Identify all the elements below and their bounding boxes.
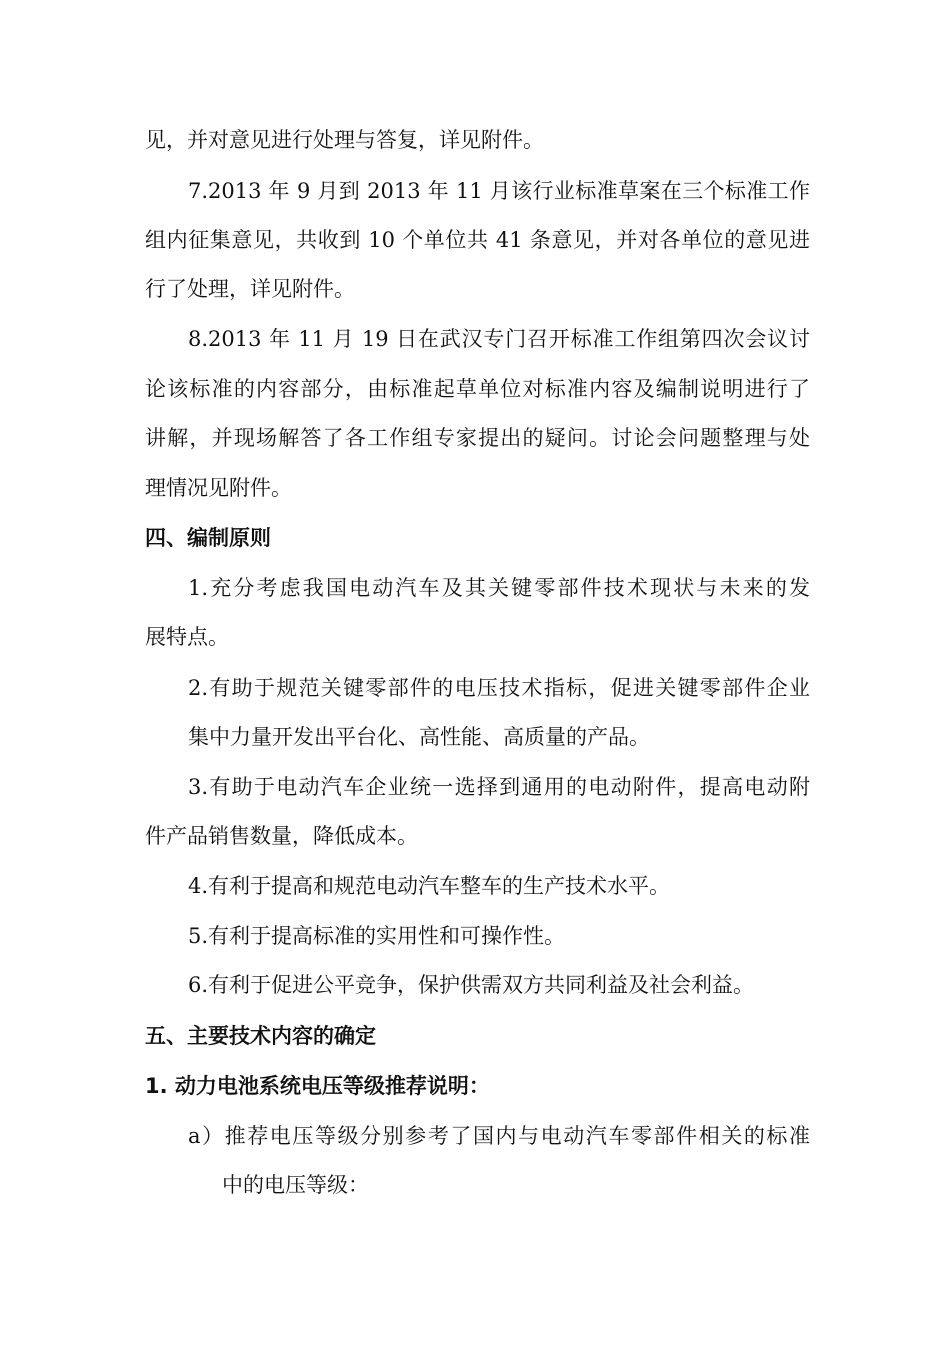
- paragraph-line: 行了处理，详见附件。: [145, 277, 355, 301]
- section-heading: 五、主要技术内容的确定: [145, 1024, 376, 1048]
- list-item-continuation: 集中力量开发出平台化、高性能、高质量的产品。: [188, 725, 650, 749]
- list-item-continuation: 件产品销售数量，降低成本。: [145, 824, 418, 848]
- paragraph-line: 组内征集意见，共收到 10 个单位共 41 条意见，并对各单位的意见进: [145, 228, 810, 252]
- paragraph-line: 8.2013 年 11 月 19 日在武汉专门召开标准工作组第四次会议讨: [188, 327, 810, 351]
- subsection-heading: 1. 动力电池系统电压等级推荐说明：: [145, 1074, 490, 1098]
- list-item: 6.有利于促进公平竞争，保护供需双方共同利益及社会利益。: [188, 973, 755, 997]
- paragraph-line: 见，并对意见进行处理与答复，详见附件。: [145, 128, 544, 152]
- list-item: 1.充分考虑我国电动汽车及其关键零部件技术现状与未来的发: [188, 576, 810, 600]
- list-item-continuation: 展特点。: [145, 625, 229, 649]
- list-item: 4.有利于提高和规范电动汽车整车的生产技术水平。: [188, 874, 671, 898]
- list-item: 2.有助于规范关键零部件的电压技术指标，促进关键零部件企业: [188, 676, 810, 700]
- paragraph-line: 理情况见附件。: [145, 476, 292, 500]
- paragraph-line: 讲解，并现场解答了各工作组专家提出的疑问。讨论会问题整理与处: [145, 426, 810, 450]
- list-item: a）推荐电压等级分别参考了国内与电动汽车零部件相关的标准: [188, 1124, 810, 1148]
- list-item: 3.有助于电动汽车企业统一选择到通用的电动附件，提高电动附: [188, 775, 810, 799]
- list-item-continuation: 中的电压等级：: [222, 1173, 369, 1197]
- list-item: 5.有利于提高标准的实用性和可操作性。: [188, 924, 566, 948]
- section-heading: 四、编制原则: [145, 526, 271, 550]
- paragraph-line: 论该标准的内容部分，由标准起草单位对标准内容及编制说明进行了: [145, 377, 810, 401]
- paragraph-line: 7.2013 年 9 月到 2013 年 11 月该行业标准草案在三个标准工作: [188, 179, 810, 203]
